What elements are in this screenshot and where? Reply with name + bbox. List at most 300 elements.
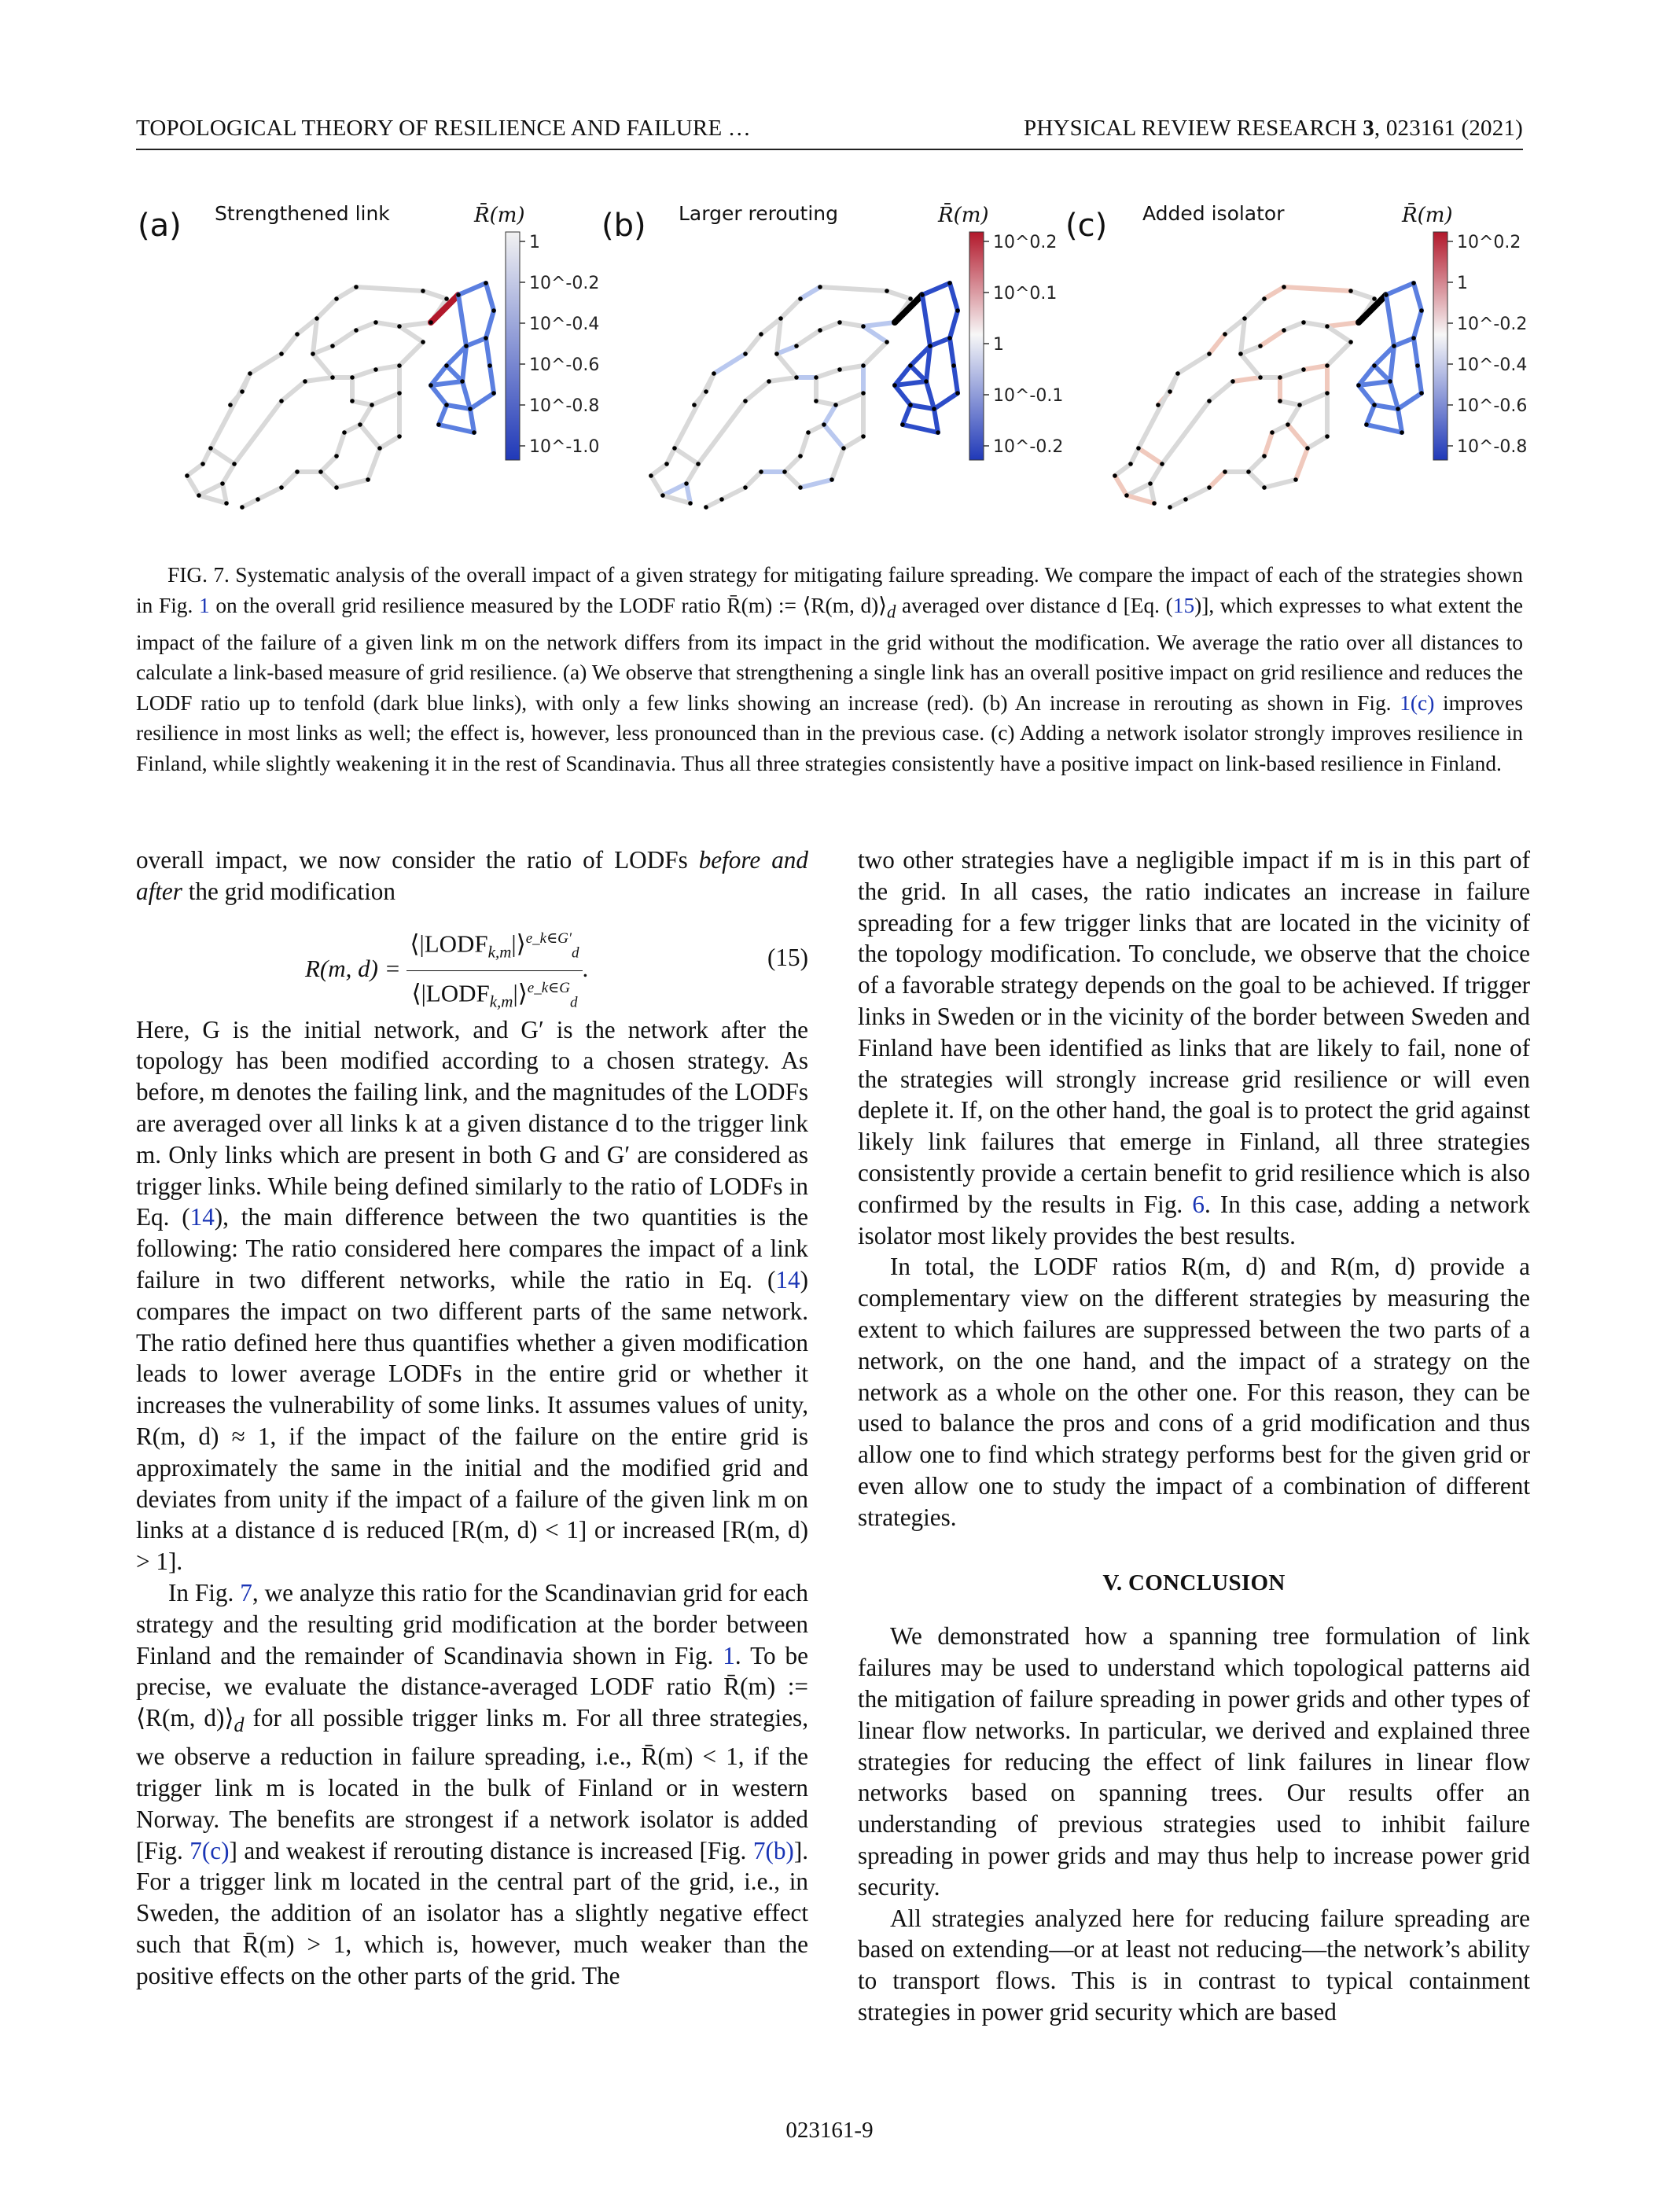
- grid-node: [947, 336, 952, 340]
- grid-link: [1209, 381, 1233, 401]
- grid-link: [1327, 326, 1351, 342]
- grid-link: [352, 370, 376, 377]
- grid-node: [1282, 285, 1286, 289]
- grid-node: [841, 446, 846, 451]
- grid-link: [863, 322, 895, 326]
- grid-node: [861, 363, 866, 368]
- panel-c-graphic: [1064, 189, 1528, 519]
- grid-link: [895, 385, 910, 405]
- grid-link: [785, 472, 800, 488]
- grid-link: [423, 291, 447, 299]
- grid-node: [1262, 485, 1267, 490]
- grid-node: [1230, 379, 1235, 384]
- grid-link: [910, 366, 926, 381]
- grid-node: [794, 344, 799, 348]
- grid-node: [240, 505, 245, 510]
- grid-node: [487, 363, 492, 368]
- grid-link: [242, 499, 258, 507]
- grid-node: [743, 485, 748, 490]
- grid-node: [908, 296, 913, 301]
- grid-link: [1209, 472, 1225, 488]
- grid-node: [1160, 462, 1164, 466]
- grid-link: [816, 401, 836, 405]
- grid-node: [421, 289, 425, 293]
- grid-link: [458, 283, 486, 295]
- grid-link: [368, 448, 380, 480]
- grid-node: [1372, 403, 1377, 407]
- panel-label: (c): [1065, 208, 1108, 244]
- colorbar-tick-label: 1: [993, 335, 1004, 355]
- grid-link: [1272, 425, 1288, 432]
- grid-node: [1207, 399, 1212, 403]
- panel-title: Added isolator: [1142, 202, 1285, 225]
- grid-node: [185, 473, 189, 478]
- grid-node: [334, 296, 339, 301]
- grid-link: [1359, 385, 1374, 405]
- grid-node: [472, 430, 476, 435]
- grid-link: [223, 464, 234, 484]
- grid-node: [861, 434, 866, 439]
- grid-link: [745, 472, 761, 488]
- grid-link: [356, 322, 376, 330]
- grid-link: [1304, 366, 1327, 370]
- grid-node: [295, 332, 300, 337]
- grid-link: [431, 385, 447, 405]
- grid-node: [1270, 430, 1275, 435]
- grid-node: [778, 316, 783, 321]
- grid-node: [1301, 320, 1306, 325]
- grid-link: [816, 370, 840, 377]
- grid-link: [930, 338, 950, 346]
- paragraph: overall impact, we now consider the ratio of LODFs before and after the grid modification: [136, 846, 808, 905]
- grid-link: [663, 495, 690, 503]
- grid-node: [1419, 391, 1424, 396]
- colorbar-tick-label: 1: [529, 233, 540, 252]
- grid-node: [908, 403, 913, 407]
- grid-node: [1297, 403, 1302, 407]
- grid-link: [1414, 283, 1422, 311]
- grid-link: [1241, 354, 1260, 377]
- grid-link: [1245, 299, 1264, 318]
- grid-node: [1223, 332, 1227, 337]
- colorbar-tick-label: 10^-0.6: [529, 355, 600, 375]
- grid-link: [1304, 322, 1327, 326]
- grid-link: [1327, 322, 1359, 326]
- figure-7: [136, 189, 1528, 519]
- grid-link: [321, 472, 337, 488]
- ref-fig-7b[interactable]: 7(b): [752, 1836, 794, 1864]
- grid-node: [1356, 383, 1361, 388]
- grid-node: [397, 434, 402, 439]
- grid-node: [798, 454, 803, 458]
- grid-link: [926, 381, 934, 409]
- panel-a: [136, 189, 600, 519]
- grid-link: [447, 366, 462, 381]
- colorbar-tick-label: 10^-0.8: [529, 396, 600, 416]
- grid-link: [1138, 448, 1162, 464]
- grid-link: [380, 436, 399, 448]
- ref-fig-1[interactable]: 1: [199, 593, 210, 617]
- grid-link: [1390, 381, 1398, 409]
- grid-link: [777, 354, 796, 377]
- grid-link: [1264, 480, 1296, 488]
- colorbar-tick-label: 10^-0.2: [993, 437, 1064, 457]
- grid-node: [397, 391, 402, 396]
- grid-node: [1262, 454, 1267, 458]
- grid-node: [861, 391, 866, 396]
- grid-link: [745, 334, 761, 354]
- grid-node: [350, 375, 355, 380]
- grid-link: [376, 366, 399, 370]
- grid-node: [1305, 446, 1310, 451]
- colorbar-tick-label: 10^-1.0: [529, 437, 600, 457]
- grid-node: [672, 446, 677, 451]
- grid-link: [800, 432, 808, 456]
- equation-15: R(m, d) = $\frac{⟨|LODF_{k,m}|⟩^{e\_k\in G'}_d}{⟨|LODF_{k,m}|⟩^{e\_k\in G}_d}$ . (15): [136, 915, 808, 1003]
- section-heading: V. CONCLUSION: [1102, 1570, 1286, 1596]
- grid-node: [366, 477, 370, 482]
- grid-node: [484, 336, 488, 340]
- grid-node: [232, 462, 237, 466]
- grid-link: [1374, 366, 1390, 381]
- grid-node: [318, 469, 323, 474]
- paragraph: All strategies analyzed here for reducing failure spreading are based on extending—or at least not reducing—the network’s ability to transport flows. This is in contrast to typical containment strategies in power grid security which are based: [858, 1904, 1530, 2026]
- colorbar: [1433, 232, 1527, 460]
- grid-link: [1162, 401, 1209, 464]
- grid-link: [1127, 484, 1150, 495]
- grid-node: [373, 367, 378, 372]
- grid-link: [820, 322, 840, 330]
- grid-link: [281, 381, 305, 401]
- grid-node: [759, 469, 763, 474]
- grid-link: [800, 480, 832, 488]
- grid-node: [197, 493, 201, 498]
- grid-link: [1186, 488, 1209, 499]
- grid-link: [317, 299, 337, 318]
- grid-link: [954, 366, 958, 393]
- grid-link: [950, 311, 958, 338]
- grid-link: [234, 401, 281, 464]
- grid-node: [704, 505, 708, 510]
- grid-node: [861, 324, 866, 329]
- grid-node: [1152, 501, 1157, 506]
- grid-node: [830, 477, 834, 482]
- grid-node: [468, 407, 473, 411]
- grid-node: [818, 328, 822, 333]
- grid-link: [706, 499, 722, 507]
- grid-node: [774, 351, 779, 356]
- grid-link: [1374, 405, 1398, 409]
- grid-node: [1372, 363, 1377, 368]
- grid-node: [1325, 363, 1330, 368]
- grid-node: [1325, 434, 1330, 439]
- grid-link: [258, 488, 281, 499]
- grid-link: [1138, 374, 1178, 448]
- grid-link: [337, 480, 368, 488]
- grid-node: [1175, 371, 1180, 376]
- panel-title: Strengthened link: [215, 202, 390, 225]
- grid-link: [1386, 295, 1394, 346]
- grid-link: [466, 338, 486, 346]
- grid-link: [470, 393, 494, 409]
- grid-link: [824, 425, 844, 448]
- panel-b-graphic: [600, 189, 1064, 519]
- grid-node: [279, 399, 284, 403]
- grid-node: [315, 316, 319, 321]
- header-journal: PHYSICAL REVIEW RESEARCH 3, 023161 (2021): [1024, 116, 1523, 141]
- grid-link: [211, 374, 250, 448]
- panel-a-graphic: [136, 189, 600, 519]
- grid-node: [1419, 308, 1424, 313]
- grid-node: [1282, 328, 1286, 333]
- grid-node: [704, 389, 708, 394]
- grid-link: [1351, 291, 1374, 299]
- grid-link: [1127, 495, 1154, 503]
- grid-node: [798, 296, 803, 301]
- grid-link: [781, 299, 800, 318]
- grid-node: [429, 383, 433, 388]
- grid-node: [334, 454, 339, 458]
- grid-link: [651, 476, 663, 495]
- grid-link: [1264, 432, 1272, 456]
- grid-link: [820, 287, 887, 291]
- grid-node: [759, 332, 763, 337]
- grid-node: [456, 293, 461, 297]
- grid-node: [444, 403, 449, 407]
- grid-node: [1246, 469, 1251, 474]
- grid-node: [837, 320, 842, 325]
- grid-node: [350, 399, 355, 403]
- grid-node: [464, 344, 469, 348]
- grid-link: [1233, 377, 1260, 381]
- grid-node: [354, 285, 359, 289]
- grid-node: [1388, 379, 1392, 384]
- grid-link: [1414, 311, 1422, 338]
- grid-node: [1325, 324, 1330, 329]
- grid-node: [358, 422, 362, 427]
- grid-node: [955, 308, 960, 313]
- network-map: [1113, 281, 1424, 510]
- grid-node: [1348, 340, 1353, 344]
- grid-node: [1293, 477, 1298, 482]
- grid-node: [743, 399, 748, 403]
- grid-link: [675, 374, 714, 448]
- grid-link: [439, 405, 447, 425]
- grid-link: [832, 448, 844, 480]
- grid-node: [444, 363, 449, 368]
- grid-node: [240, 389, 245, 394]
- ref-eq-14-b[interactable]: 14: [775, 1265, 800, 1294]
- ref-eq-15[interactable]: 15: [1172, 593, 1195, 617]
- grid-node: [822, 422, 826, 427]
- grid-link: [352, 401, 372, 405]
- grid-link: [1209, 334, 1225, 354]
- grid-node: [1411, 336, 1416, 340]
- grid-node: [1278, 375, 1282, 380]
- grid-link: [281, 472, 297, 488]
- grid-node: [955, 391, 960, 396]
- grid-node: [1400, 430, 1404, 435]
- grid-node: [900, 422, 905, 427]
- colorbar-tick-label: 10^0.2: [1457, 233, 1521, 252]
- grid-link: [800, 287, 820, 299]
- grid-node: [1396, 407, 1400, 411]
- grid-node: [1156, 403, 1161, 407]
- grid-link: [663, 484, 686, 495]
- grid-node: [330, 375, 335, 380]
- paragraph: We demonstrated how a spanning tree formulation of link failures may be used to understand which topological patterns aid the mitigation of failure spreading in power grids and other types of linear flow networks. In particular, we derived and explained three strategies for reducing the effect of link failures in linear flow networks based on spanning trees. Our results offer an understanding of previous strategies used to inhibit failure spreading in power grids and may thus help to increase power grid security.: [858, 1622, 1530, 1901]
- grid-node: [1278, 399, 1282, 403]
- grid-node: [311, 351, 315, 356]
- grid-link: [1150, 464, 1162, 484]
- grid-link: [922, 295, 930, 346]
- colorbar-gradient: [969, 232, 984, 460]
- grid-node: [460, 379, 465, 384]
- grid-link: [910, 405, 934, 409]
- grid-node: [1384, 293, 1389, 297]
- grid-node: [782, 469, 787, 474]
- colorbar-label: R̄(m): [474, 204, 525, 227]
- ref-fig-7[interactable]: 7: [240, 1578, 252, 1607]
- grid-node: [397, 324, 402, 329]
- grid-link: [722, 488, 745, 499]
- grid-node: [295, 469, 300, 474]
- colorbar-tick-label: 10^-0.4: [1457, 355, 1528, 375]
- grid-link: [796, 330, 820, 346]
- grid-link: [199, 495, 226, 503]
- grid-node: [436, 422, 441, 427]
- grid-node: [936, 430, 940, 435]
- page-number: 023161-9: [785, 2118, 874, 2143]
- grid-link: [1398, 393, 1422, 409]
- grid-link: [887, 291, 910, 299]
- grid-link: [344, 425, 360, 432]
- grid-node: [377, 446, 382, 451]
- grid-node: [1223, 469, 1227, 474]
- grid-link: [1418, 366, 1422, 393]
- grid-link: [675, 448, 698, 464]
- grid-link: [337, 287, 356, 299]
- grid-link: [490, 366, 494, 393]
- grid-link: [667, 448, 675, 464]
- grid-link: [458, 295, 466, 346]
- grid-node: [1258, 344, 1263, 348]
- grid-link: [399, 326, 423, 342]
- paragraph: In Fig. 7, we analyze this ratio for the Scandinavian grid for each strategy and the resulting grid modification at the border between Finland and the remainder of Scandinavia shown in Fig. 1. To be precise, we evaluate the distance-averaged LODF ratio R̄(m) := ⟨R(m, $d)⟩_d$ for all possible trigger links m. For all three strategies, we observe a reduction in failure spreading, i.e., R̄(m) < 1, if the trigger link m is located in the bulk of Finland or in western Norway. The benefits are strongest if a network isolator is added [Fig. 7(c)] and weakest if rerouting distance is increased [Fig. 7(b)]. For a trigger link m located in the central part of the grid, i.e., in Sweden, the addition of an isolator has a slightly negative effect such that R̄(m) > 1, which is, however, much weaker than the positive effects on the other parts of the grid. The: [136, 1578, 808, 1989]
- grid-link: [250, 354, 281, 374]
- grid-link: [844, 436, 863, 448]
- grid-node: [818, 285, 822, 289]
- grid-link: [922, 283, 950, 295]
- colorbar-label: R̄(m): [1402, 204, 1453, 227]
- grid-node: [664, 462, 669, 466]
- grid-link: [281, 334, 297, 354]
- grid-node: [1207, 485, 1212, 490]
- grid-node: [684, 481, 689, 486]
- grid-node: [1113, 473, 1117, 478]
- ref-fig-7c[interactable]: 7(c): [189, 1836, 230, 1864]
- grid-link: [698, 401, 745, 464]
- ref-fig-1-b[interactable]: 1: [723, 1641, 735, 1669]
- colorbar-tick-label: 10^-0.6: [1457, 396, 1528, 416]
- grid-node: [660, 493, 665, 498]
- grid-node: [885, 340, 889, 344]
- grid-link: [313, 354, 333, 377]
- grid-node: [370, 403, 374, 407]
- grid-node: [794, 375, 799, 380]
- grid-node: [649, 473, 653, 478]
- grid-link: [769, 377, 796, 381]
- ref-eq-14[interactable]: 14: [189, 1203, 215, 1231]
- grid-link: [714, 354, 745, 374]
- grid-link: [1264, 287, 1284, 299]
- grid-node: [1207, 351, 1212, 356]
- grid-node: [1136, 446, 1141, 451]
- grid-node: [743, 351, 748, 356]
- grid-link: [470, 409, 474, 432]
- colorbar-tick-label: 10^0.2: [993, 233, 1058, 252]
- grid-link: [836, 393, 863, 405]
- colorbar-tick-label: 10^-0.4: [529, 315, 600, 334]
- colorbar-tick-label: 10^-0.8: [1457, 437, 1528, 457]
- grid-link: [211, 448, 234, 464]
- grid-node: [908, 363, 913, 368]
- grid-node: [330, 344, 335, 348]
- ref-fig-1c[interactable]: 1(c): [1400, 690, 1435, 715]
- grid-node: [1325, 391, 1330, 396]
- grid-node: [833, 403, 838, 407]
- grid-node: [924, 379, 929, 384]
- grid-node: [1242, 316, 1247, 321]
- paragraph: In total, the LODF ratios R(m, d) and R(m, d) provide a complementary view on the different strategies by measuring the extent to which failures are suppressed between the two parts of a network, on the one hand, and the impact of a strategy on the network as a whole on the other one. For this reason, they can be used to balance the pros and cons of a grid modification and thus allow one to find which strategy performs best for the given grid or even allow one to study the impact of a combination of different strategies.: [858, 1253, 1530, 1531]
- grid-node: [1128, 462, 1133, 466]
- grid-link: [1300, 393, 1327, 405]
- grid-node: [208, 446, 213, 451]
- grid-node: [484, 281, 488, 285]
- grid-link: [360, 425, 380, 448]
- grid-node: [767, 379, 771, 384]
- grid-link: [863, 342, 887, 366]
- network-map: [649, 281, 960, 510]
- grid-link: [439, 425, 474, 432]
- grid-node: [1148, 481, 1153, 486]
- grid-link: [1249, 456, 1264, 472]
- grid-node: [444, 296, 449, 301]
- grid-node: [814, 375, 818, 380]
- colorbar-tick-label: 10^-0.2: [1457, 315, 1528, 334]
- ref-fig-6[interactable]: 6: [1192, 1190, 1205, 1218]
- grid-node: [354, 328, 359, 333]
- grid-link: [399, 342, 423, 366]
- grid-link: [651, 464, 667, 476]
- grid-link: [824, 405, 836, 425]
- grid-link: [863, 326, 887, 342]
- grid-link: [1367, 405, 1374, 425]
- grid-link: [187, 476, 199, 495]
- colorbar: [506, 232, 599, 460]
- colorbar-tick-label: 10^0.1: [993, 284, 1058, 304]
- running-header: [136, 112, 1523, 150]
- colorbar-gradient: [1433, 232, 1447, 460]
- panel-label: (a): [138, 208, 182, 244]
- grid-node: [256, 497, 260, 502]
- grid-node: [491, 391, 496, 396]
- grid-link: [462, 381, 470, 409]
- grid-node: [1348, 289, 1353, 293]
- colorbar: [969, 232, 1063, 460]
- grid-link: [1288, 405, 1300, 425]
- grid-node: [1238, 351, 1243, 356]
